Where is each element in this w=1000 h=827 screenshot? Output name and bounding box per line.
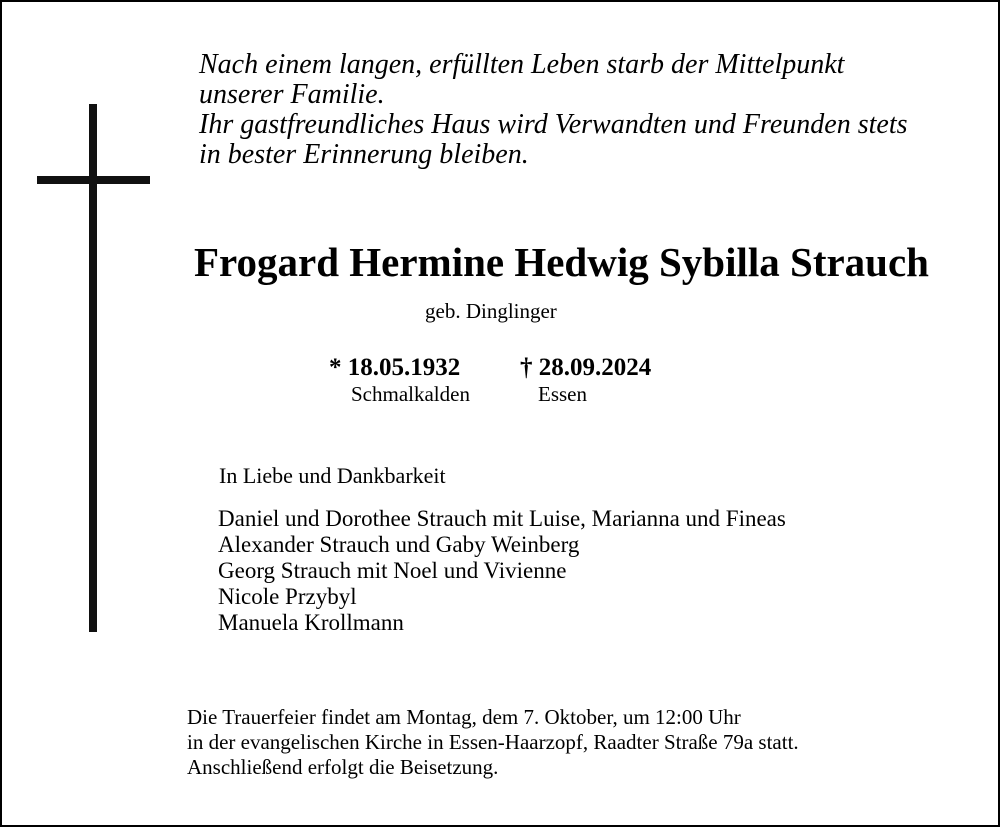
birth-name: geb. Dinglinger — [425, 299, 557, 323]
service-line: in der evangelischen Kirche in Essen-Haarzopf, Raadter Straße 79a statt. — [187, 730, 799, 754]
cross-horizontal-bar — [37, 176, 150, 184]
mourners-list — [218, 506, 786, 636]
mourner-entry: Daniel und Dorothee Strauch mit Luise, Marianna und Fineas — [218, 506, 786, 531]
verse-line: unserer Familie. — [199, 79, 385, 110]
death-date: † 28.09.2024 — [520, 354, 652, 381]
mourner-entry: Alexander Strauch und Gaby Weinberg — [218, 532, 580, 557]
mourner-entry: Georg Strauch mit Noel und Vivienne — [218, 558, 567, 583]
service-line: Die Trauerfeier findet am Montag, dem 7. Oktober, um 12:00 Uhr — [187, 705, 741, 729]
mourner-entry: Manuela Krollmann — [218, 610, 404, 635]
birth-info — [329, 354, 470, 406]
service-notice — [187, 705, 799, 780]
mourner-entry: Nicole Przybyl — [218, 584, 357, 609]
death-info — [520, 354, 651, 406]
verse-line: Ihr gastfreundliches Haus wird Verwandten und Freunden stets — [199, 109, 908, 140]
service-line: Anschließend erfolgt die Beisetzung. — [187, 755, 499, 779]
mourning-intro: In Liebe und Dankbarkeit — [219, 463, 446, 488]
verse-line: Nach einem langen, erfüllten Leben starb der Mittelpunkt — [199, 49, 845, 80]
birth-date: * 18.05.1932 — [329, 354, 461, 381]
memorial-verse — [199, 50, 979, 170]
deceased-name: Frogard Hermine Hedwig Sybilla Strauch — [194, 239, 929, 285]
death-place: Essen — [538, 382, 587, 406]
birth-place: Schmalkalden — [351, 382, 470, 406]
verse-line: in bester Erinnerung bleiben. — [199, 139, 529, 170]
